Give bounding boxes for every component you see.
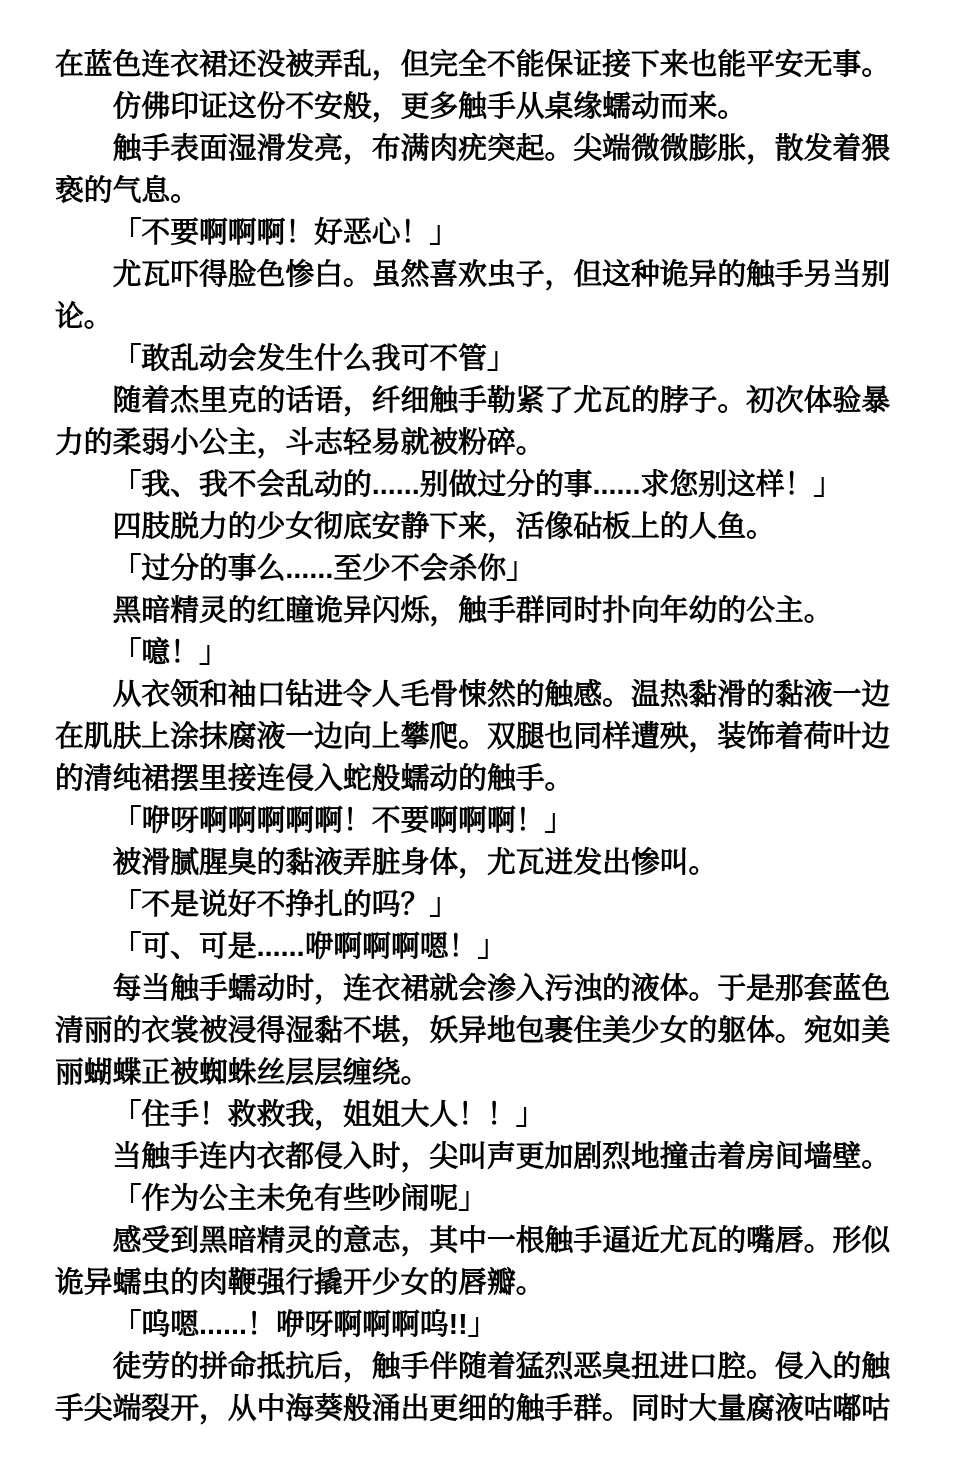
text-line: 感受到黑暗精灵的意志，其中一根触手逼近尤瓦的嘴唇。形似 <box>112 1225 891 1257</box>
text-line: 「作为公主未免有些吵闹呢」 <box>112 1183 487 1215</box>
text-line: 「住手！救救我，姐姐大人！！」 <box>112 1099 545 1131</box>
text-line: 清丽的衣裳被浸得湿黏不堪，妖异地包裹住美少女的躯体。宛如美 <box>55 1015 891 1047</box>
text-line: 诡异蠕虫的肉鞭强行撬开少女的唇瓣。 <box>55 1267 545 1299</box>
text-line: 当触手连内衣都侵入时，尖叫声更加剧烈地撞击着房间墙壁。 <box>112 1141 891 1173</box>
text-line: 丽蝴蝶正被蜘蛛丝层层缠绕。 <box>55 1057 430 1089</box>
text-line: 从衣领和袖口钻进令人毛骨悚然的触感。温热黏滑的黏液一边 <box>112 679 891 711</box>
text-line: 徒劳的拼命抵抗后，触手伴随着猛烈恶臭扭进口腔。侵入的触 <box>112 1351 891 1383</box>
text-line: 在肌肤上涂抹腐液一边向上攀爬。双腿也同样遭殃，装饰着荷叶边 <box>55 721 891 753</box>
text-line: 黑暗精灵的红瞳诡异闪烁，触手群同时扑向年幼的公主。 <box>112 595 833 627</box>
text-line: 亵的气息。 <box>55 175 199 207</box>
text-line: 「不要啊啊啊！好恶心！」 <box>112 217 459 249</box>
text-line: 仿佛印证这份不安般，更多触手从桌缘蠕动而来。 <box>112 91 747 123</box>
text-line: 随着杰里克的话语，纤细触手勒紧了尤瓦的脖子。初次体验暴 <box>112 385 891 417</box>
text-line: 「我、我不会乱动的......别做过分的事......求您别这样！」 <box>112 469 843 501</box>
text-line: 每当触手蠕动时，连衣裙就会渗入污浊的液体。于是那套蓝色 <box>112 973 891 1005</box>
text-line: 在蓝色连衣裙还没被弄乱，但完全不能保证接下来也能平安无事。 <box>55 49 891 81</box>
text-line: 手尖端裂开，从中海葵般涌出更细的触手群。同时大量腐液咕嘟咕 <box>55 1393 891 1425</box>
text-line: 「敢乱动会发生什么我可不管」 <box>112 343 516 375</box>
text-line: 「不是说好不挣扎的吗？」 <box>112 889 459 921</box>
text-line: 「噫！」 <box>112 637 228 669</box>
text-line: 论。 <box>55 301 113 333</box>
text-line: 四肢脱力的少女彻底安静下来，活像砧板上的人鱼。 <box>112 511 775 543</box>
text-line: 「呜嗯......！咿呀啊啊啊呜!!」 <box>112 1309 497 1341</box>
text-line: 力的柔弱小公主，斗志轻易就被粉碎。 <box>55 427 545 459</box>
text-line: 的清纯裙摆里接连侵入蛇般蠕动的触手。 <box>55 763 574 795</box>
text-line: 触手表面湿滑发亮，布满肉疣突起。尖端微微膨胀，散发着猥 <box>112 133 891 165</box>
text-line: 「过分的事么......至少不会杀你」 <box>112 553 535 585</box>
text-line: 「咿呀啊啊啊啊啊！不要啊啊啊！」 <box>112 805 574 837</box>
text-line: 尤瓦吓得脸色惨白。虽然喜欢虫子，但这种诡异的触手另当别 <box>112 259 891 291</box>
text-line: 被滑腻腥臭的黏液弄脏身体，尤瓦迸发出惨叫。 <box>112 847 718 879</box>
text-line: 「可、可是......咿啊啊啊嗯！」 <box>112 931 507 963</box>
